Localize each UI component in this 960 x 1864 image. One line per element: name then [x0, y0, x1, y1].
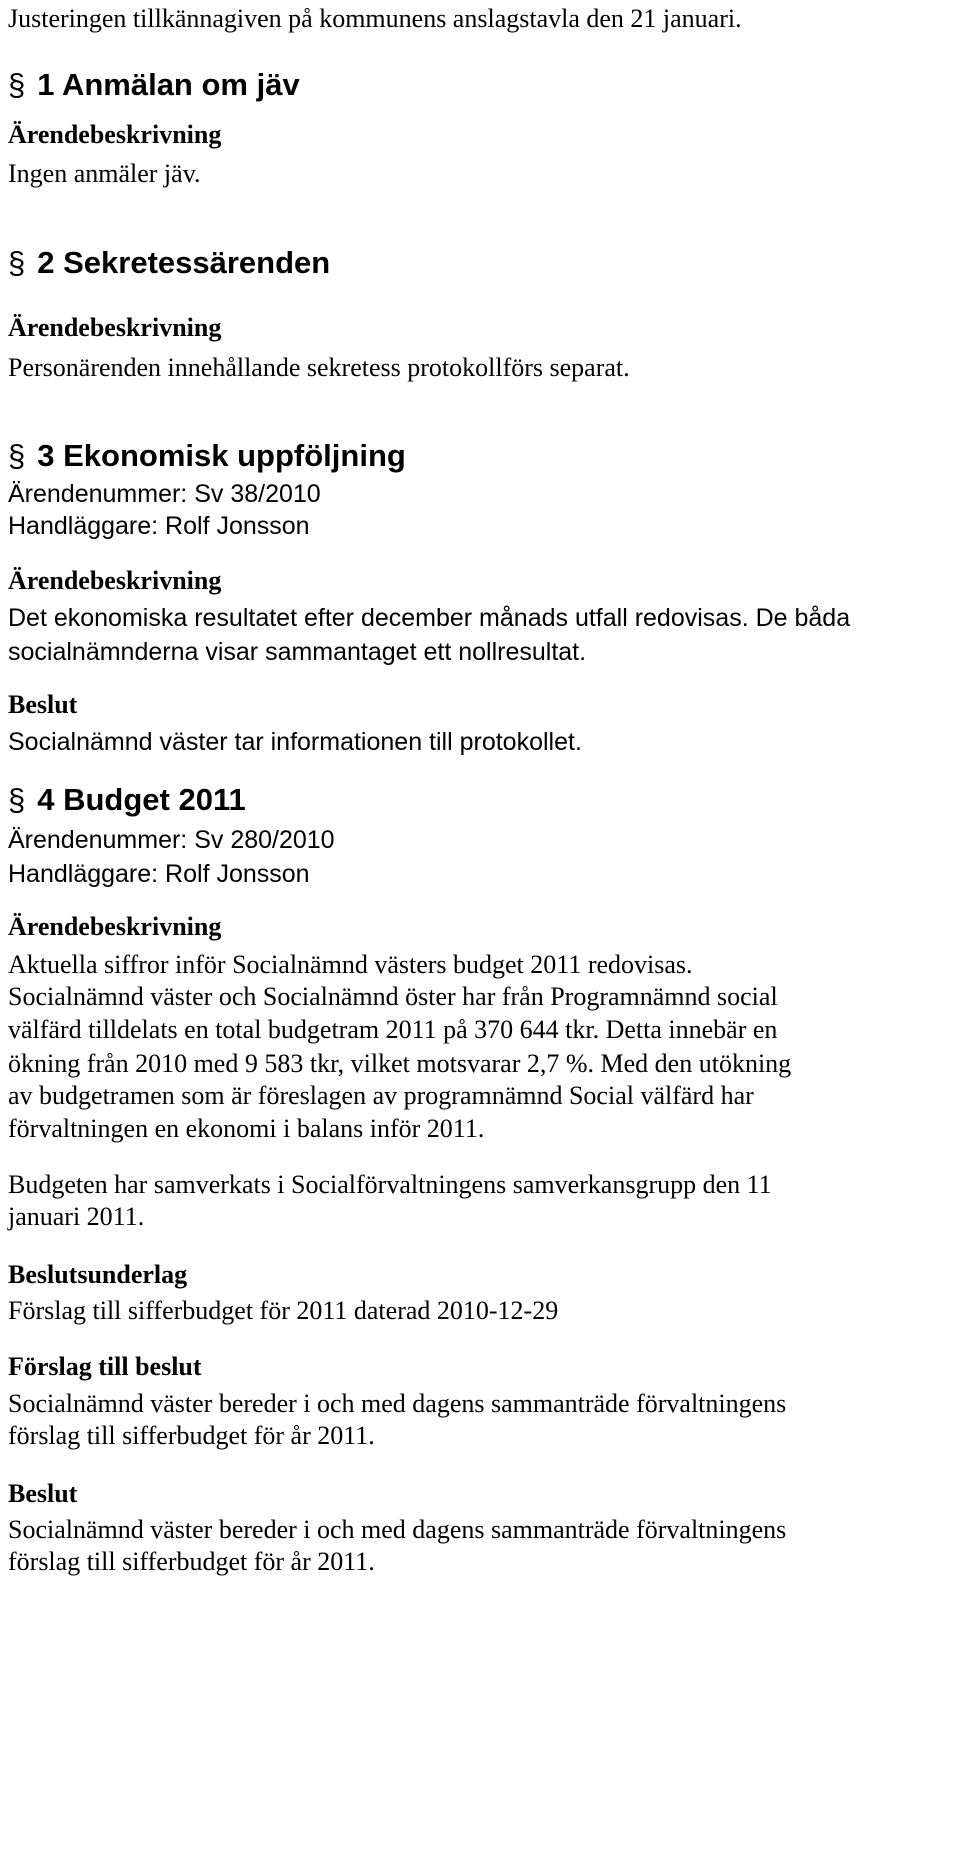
section-1-desc-heading: Ärendebeskrivning	[8, 120, 222, 149]
section-sign: §	[8, 438, 26, 473]
section-sign: §	[8, 245, 26, 280]
section-4-proposal-line: förslag till sifferbudget för år 2011.	[8, 1421, 375, 1450]
section-4-desc2-line: Budgeten har samverkats i Socialförvaltningens samverkansgrupp den 11	[8, 1170, 772, 1199]
section-3-title: 3 Ekonomisk uppföljning	[37, 438, 406, 473]
section-2-desc-line: Personärenden innehållande sekretess protokollförs separat.	[8, 353, 630, 382]
intro-text: Justeringen tillkännagiven på kommunens anslagstavla den 21 januari.	[8, 4, 742, 33]
section-1-heading	[8, 63, 300, 107]
section-sign: §	[8, 67, 26, 102]
section-3-desc-line: Det ekonomiska resultatet efter december månads utfall redovisas. De båda	[8, 604, 851, 632]
section-4-case-number: Ärendenummer: Sv 280/2010	[8, 826, 335, 854]
section-2-heading	[8, 241, 330, 285]
section-1-title: 1 Anmälan om jäv	[37, 67, 300, 102]
section-4-proposal-heading: Förslag till beslut	[8, 1352, 202, 1381]
section-1-desc-line: Ingen anmäler jäv.	[8, 159, 201, 188]
section-4-desc-line: Socialnämnd väster och Socialnämnd öster har från Programnämnd social	[8, 982, 778, 1011]
section-4-basis-line: Förslag till sifferbudget för 2011 daterad 2010-12-29	[8, 1296, 559, 1325]
section-4-decision-line: Socialnämnd väster bereder i och med dagens sammanträde förvaltningens	[8, 1515, 787, 1544]
section-4-desc-line: Aktuella siffror inför Socialnämnd västers budget 2011 redovisas.	[8, 950, 693, 979]
section-4-decision-line: förslag till sifferbudget för år 2011.	[8, 1547, 375, 1576]
section-3-desc-heading: Ärendebeskrivning	[8, 566, 222, 595]
section-4-heading	[8, 778, 246, 822]
section-4-proposal-line: Socialnämnd väster bereder i och med dagens sammanträde förvaltningens	[8, 1389, 787, 1418]
section-4-handler: Handläggare: Rolf Jonsson	[8, 860, 310, 888]
section-3-decision-heading: Beslut	[8, 690, 78, 719]
section-3-heading	[8, 434, 406, 478]
section-4-desc-line: förvaltningen en ekonomi i balans inför 2011.	[8, 1114, 485, 1143]
section-4-decision-heading: Beslut	[8, 1479, 78, 1508]
section-3-case-number: Ärendenummer: Sv 38/2010	[8, 480, 321, 508]
section-4-desc-line: ökning från 2010 med 9 583 tkr, vilket motsvarar 2,7 %. Med den utökning	[8, 1049, 792, 1078]
section-4-desc-line: välfärd tilldelats en total budgetram 2011 på 370 644 tkr. Detta innebär en	[8, 1015, 778, 1044]
section-4-basis-heading: Beslutsunderlag	[8, 1260, 188, 1289]
section-4-desc2-line: januari 2011.	[8, 1202, 145, 1231]
section-4-desc-heading: Ärendebeskrivning	[8, 912, 222, 941]
section-3-decision-line: Socialnämnd väster tar informationen till protokollet.	[8, 728, 582, 756]
section-3-handler: Handläggare: Rolf Jonsson	[8, 512, 310, 540]
section-4-title: 4 Budget 2011	[37, 782, 246, 817]
section-4-desc-line: av budgetramen som är föreslagen av programnämnd Social välfärd har	[8, 1081, 754, 1110]
section-3-desc-line: socialnämnderna visar sammantaget ett nollresultat.	[8, 638, 587, 666]
section-2-title: 2 Sekretessärenden	[37, 245, 331, 280]
section-sign: §	[8, 782, 26, 817]
section-2-desc-heading: Ärendebeskrivning	[8, 313, 222, 342]
